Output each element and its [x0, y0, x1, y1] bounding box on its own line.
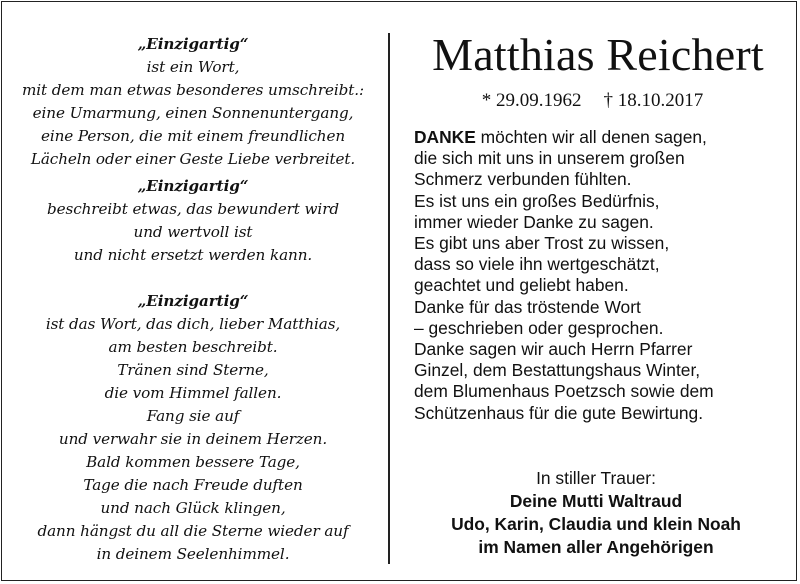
- poem-stanza-2: [8, 175, 378, 267]
- poem-stanza-1: [8, 33, 378, 171]
- poem-line: am besten beschreibt.: [108, 338, 278, 356]
- poem-line: eine Person, die mit einem freundlichen: [40, 127, 346, 145]
- poem-line: beschreibt etwas, das bewundert wird: [47, 200, 339, 218]
- poem-line: in deinem Seelenhimmel.: [96, 545, 290, 563]
- poem-line: ist ein Wort,: [146, 58, 240, 76]
- thank-you-message: [414, 127, 789, 424]
- poem-stanza-heading: „Einzigartig“: [137, 177, 249, 195]
- poem-column: [8, 33, 378, 566]
- poem-stanza-heading: „Einzigartig“: [137, 292, 249, 310]
- message-line: Es ist uns ein großes Bedürfnis,: [414, 190, 660, 211]
- mourner-line: Udo, Karin, Claudia und klein Noah: [451, 514, 741, 534]
- poem-line: dann hängst du all die Sterne wieder auf: [37, 522, 349, 540]
- poem-line: Lächeln oder einer Geste Liebe verbreitet.: [30, 150, 356, 168]
- message-line: – geschrieben oder gesprochen.: [414, 317, 664, 338]
- poem-line: Tränen sind Sterne,: [117, 361, 269, 379]
- message-line: Schmerz verbunden fühlten.: [414, 169, 632, 190]
- poem-line: und nicht ersetzt werden kann.: [73, 246, 313, 264]
- message-first-line-rest: möchten wir all denen sagen,: [475, 127, 707, 147]
- message-line: immer wieder Danke zu sagen.: [414, 211, 654, 232]
- poem-line: Fang sie auf: [146, 407, 240, 425]
- message-line: Ginzel, dem Bestattungshaus Winter,: [414, 360, 701, 381]
- poem-stanza-3: [8, 290, 378, 566]
- poem-line: und verwahr sie in deinem Herzen.: [58, 430, 328, 448]
- life-dates: [400, 89, 785, 113]
- death-date: † 18.10.2017: [603, 90, 704, 111]
- message-line: dem Blumenhaus Poetzsch sowie dem: [414, 381, 714, 402]
- message-line: geachtet und geliebt haben.: [414, 275, 629, 296]
- mourning-intro: In stiller Trauer:: [536, 468, 656, 488]
- poem-line: Tage die nach Freude duften: [83, 476, 303, 494]
- mourner-line: Deine Mutti Waltraud: [509, 491, 683, 511]
- poem-line: und nach Glück klingen,: [100, 499, 286, 517]
- mourners-signature: [400, 467, 792, 559]
- poem-stanza-heading: „Einzigartig“: [137, 35, 249, 53]
- poem-line: die vom Himmel fallen.: [104, 384, 282, 402]
- poem-line: mit dem man etwas besonderes umschreibt.:: [21, 81, 364, 99]
- message-line: [414, 127, 789, 148]
- birth-date: * 29.09.1962: [481, 90, 582, 111]
- poem-line: Bald kommen bessere Tage,: [86, 453, 300, 471]
- mourner-line: im Namen aller Angehörigen: [478, 537, 714, 557]
- message-line: Danke sagen wir auch Herrn Pfarrer: [414, 339, 693, 360]
- poem-line: eine Umarmung, einen Sonnenuntergang,: [32, 104, 354, 122]
- column-divider: [388, 33, 390, 564]
- poem-line: und wertvoll ist: [133, 223, 253, 241]
- message-line: die sich mit uns in unserem großen: [414, 148, 685, 169]
- deceased-name: Matthias Reichert: [432, 29, 764, 80]
- message-line: Danke für das tröstende Wort: [414, 296, 641, 317]
- message-line: Es gibt uns aber Trost zu wissen,: [414, 233, 670, 254]
- message-line: dass so viele ihn wertgeschätzt,: [414, 254, 660, 275]
- poem-line: ist das Wort, das dich, lieber Matthias,: [45, 315, 341, 333]
- danke-word: DANKE: [414, 127, 476, 147]
- message-line: Schützenhaus für die gute Bewirtung.: [414, 402, 704, 423]
